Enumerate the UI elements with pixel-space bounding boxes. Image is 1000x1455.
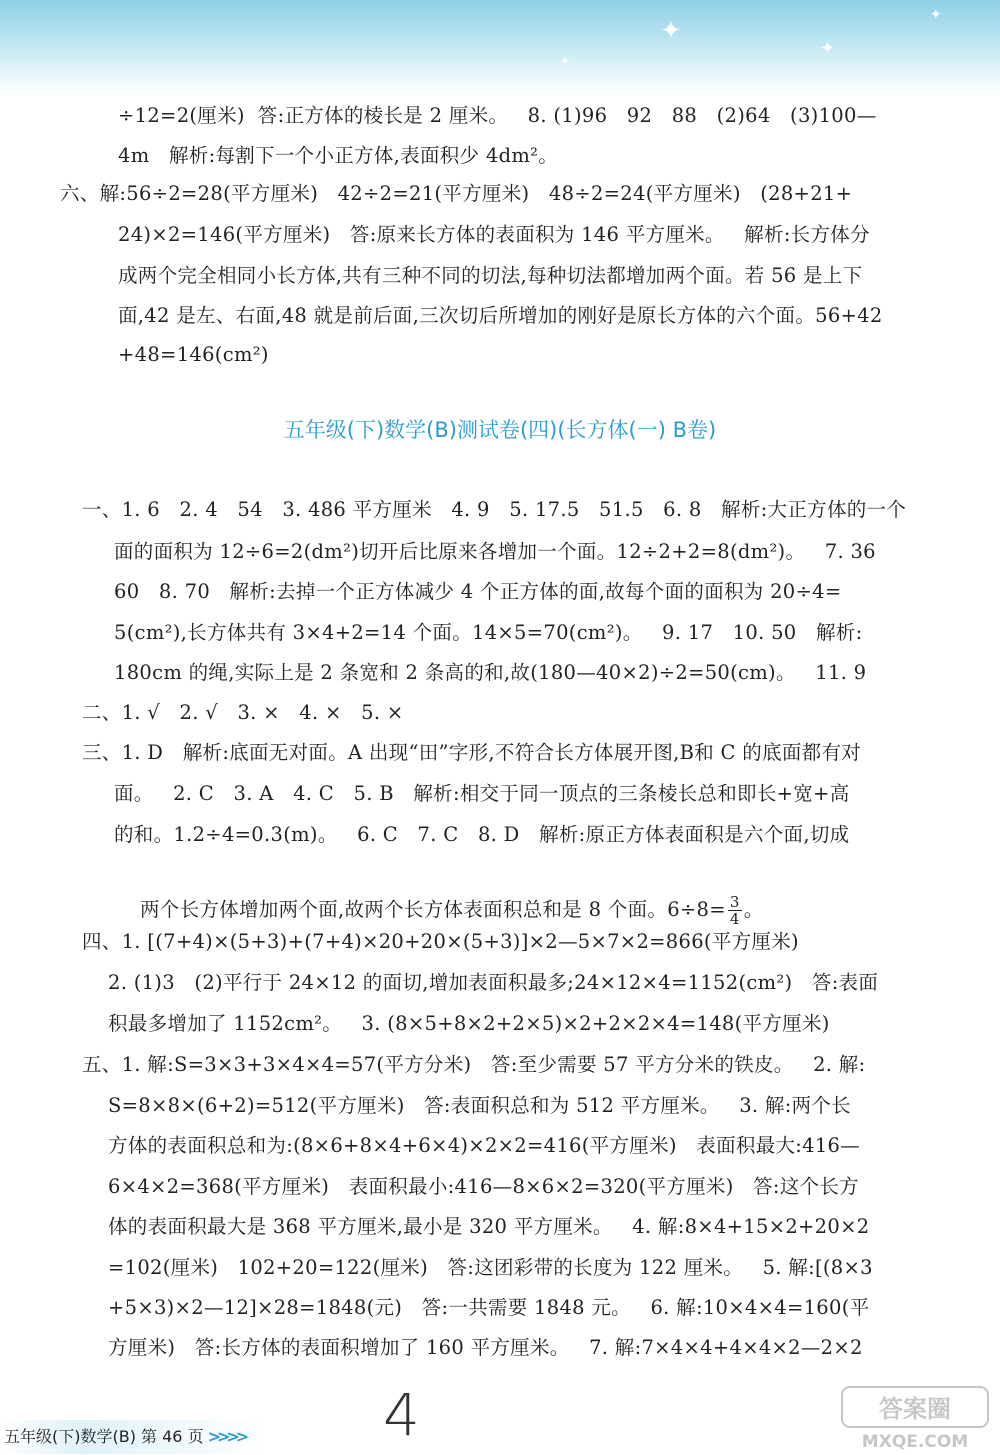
text-line: +48=146(cm²): [118, 343, 269, 366]
section-title: 五年级(下)数学(B)测试卷(四)(长方体(一) B卷): [283, 418, 717, 442]
fraction-line-text: 两个长方体增加两个面,故两个长方体表面积总和是 8 个面。6÷8=: [140, 898, 726, 921]
text-line: 2. (1)3 (2)平行于 24×12 的面切,增加表面积最多;24×12×4=1152(cm²) 答:表面: [82, 971, 879, 994]
watermark-logo: [840, 1385, 990, 1451]
text-line: 面,42 是左、右面,48 就是前后面,三次切后所增加的刚好是原长方体的六个面。56+42: [118, 304, 883, 327]
text-line: 24)×2=146(平方厘米) 答:原来长方体的表面积为 146 平方厘米。 解析:长方体分: [118, 223, 870, 246]
text-line: 面。 2. C 3. A 4. C 5. B 解析:相交于同一顶点的三条棱长总和即长+宽+高: [114, 782, 850, 805]
page-number-label: 五年级(下)数学(B) 第 46 页: [4, 1427, 204, 1446]
text-line: =102(厘米) 102+20=122(厘米) 答:这团彩带的长度为 122 厘米。 5. 解:[(8×3: [82, 1256, 873, 1279]
handwritten-mark: 4: [383, 1381, 420, 1449]
fraction-denominator: 4: [729, 910, 740, 928]
fraction-numerator: 3: [729, 893, 740, 911]
text-line: S=8×8×(6+2)=512(平方厘米) 答:表面积总和为 512 平方厘米。 3. 解:两个长: [82, 1094, 851, 1117]
text-line: 体的表面积最大是 368 平方厘米,最小是 320 平方厘米。 4. 解:8×4+15×2+20×2: [82, 1215, 870, 1238]
text-line: 方厘米) 答:长方体的表面积增加了 160 平方厘米。 7. 解:7×4×4+4×4×2—2×2: [82, 1336, 863, 1359]
watermark-top-text: 答案圈: [879, 1395, 951, 1423]
text-line: 积最多增加了 1152cm²。 3. (8×5+8×2+2×5)×2+2×2×4=148(平方厘米): [82, 1012, 830, 1035]
text-line: +5×3)×2—12]×28=1848(元) 答:一共需要 1848 元。 6. 解:10×4×4=160(平: [82, 1296, 870, 1319]
text-line: 三、1. D 解析:底面无对面。A 出现“田”字形,不符合长方体展开图,B和 C 的底面都有对: [82, 741, 862, 764]
text-line: 一、1. 6 2. 4 54 3. 486 平方厘米 4. 9 5. 17.5 51.5 6. 8 解析:大正方体的一个: [82, 498, 907, 521]
text-line: 的和。1.2÷4=0.3(m)。 6. C 7. C 8. D 解析:原正方体表面积是六个面,切成: [114, 823, 850, 846]
text-line: 四、1. [(7+4)×(5+3)+(7+4)×20+20×(5+3)]×2—5×7×2=866(平方厘米): [82, 930, 799, 953]
sparkle-icon: ✦: [560, 54, 571, 68]
text-line: 六、解:56÷2=28(平方厘米) 42÷2=21(平方厘米) 48÷2=24(平方厘米) (28+21+: [60, 182, 853, 205]
text-line: 面的面积为 12÷6=2(dm²)切开后比原来各增加一个面。12÷2+2=8(dm²)。 7. 36: [114, 540, 876, 563]
sparkle-icon: ✦: [820, 38, 836, 59]
text-line: 五、1. 解:S=3×3+3×4×4=57(平方分米) 答:至少需要 57 平方分米的铁皮。 2. 解:: [82, 1053, 866, 1076]
text-line: 6×4×2=368(平方厘米) 表面积最小:416—8×6×2=320(平方厘米) 答:这个长方: [82, 1175, 859, 1198]
text-line: 二、1. √ 2. √ 3. × 4. × 5. ×: [82, 701, 404, 724]
sparkle-icon: ✦: [660, 16, 682, 46]
page-footer: [0, 1420, 264, 1454]
text-line: 5(cm²),长方体共有 3×4+2=14 个面。14×5=70(cm²)。 9. 17 10. 50 解析:: [114, 621, 863, 644]
watermark-bottom-text: MXQE.COM: [861, 1432, 969, 1451]
header-decoration-band: [0, 0, 1000, 95]
text-line: 60 8. 70 解析:去掉一个正方体减少 4 个正方体的面,故每个面的面积为 20÷4=: [114, 580, 842, 603]
text-line: 方体的表面积总和为:(8×6+8×4+6×4)×2×2=416(平方厘米) 表面积最大:416—: [82, 1134, 861, 1157]
fraction-line-tail: 。: [743, 898, 764, 921]
text-line: ÷12=2(厘米) 答:正方体的棱长是 2 厘米。 8. (1)96 92 88 (2)64 (3)100—: [118, 104, 877, 127]
text-line: 180cm 的绳,实际上是 2 条宽和 2 条高的和,故(180—40×2)÷2=50(cm)。 11. 9: [114, 661, 867, 684]
sparkle-icon: ✦: [930, 7, 942, 23]
fraction: [728, 894, 742, 927]
text-line: 4m 解析:每割下一个小正方体,表面积少 4dm²。: [118, 144, 559, 167]
text-line: 成两个完全相同小长方体,共有三种不同的切法,每种切法都增加两个面。若 56 是上下: [118, 264, 863, 287]
double-arrow-icon: >>>>: [207, 1427, 246, 1446]
